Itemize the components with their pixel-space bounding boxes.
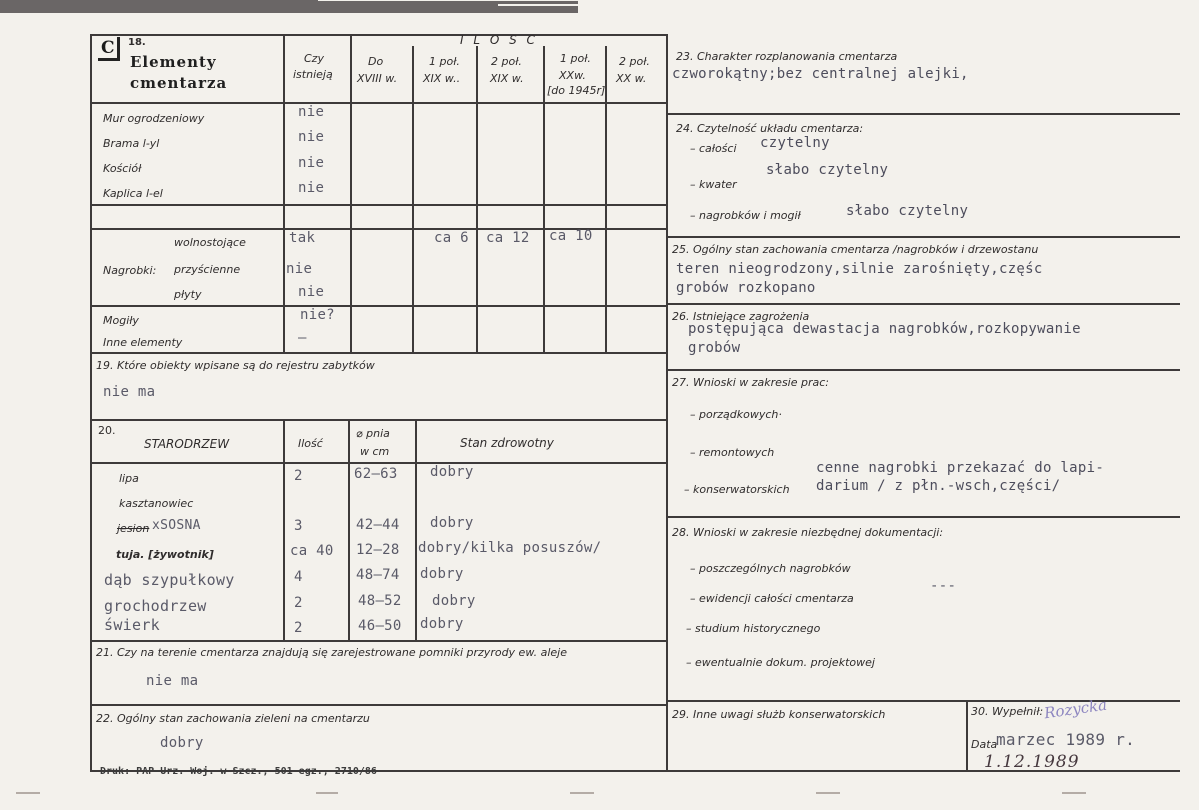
row-line <box>90 305 668 307</box>
s20-col-sep-2 <box>348 419 350 641</box>
tree-name: świerk <box>104 616 160 634</box>
nagrobki-label: Nagrobki: <box>103 264 157 277</box>
wolnostojace-2pol-xix: ca 12 <box>486 230 530 246</box>
s23-label: 23. Charakter rozplanowania cmentarza <box>676 50 898 63</box>
tree-name-replacement: xSOSNA <box>152 518 201 533</box>
tree-qty: 3 <box>294 518 303 534</box>
tree-name: tuja. [żywotnik] <box>116 548 214 561</box>
row-label-inne: Inne elementy <box>103 336 183 349</box>
s22-value: dobry <box>160 735 204 751</box>
section-letter-box: C <box>98 37 120 61</box>
s20-col-sep-3 <box>415 419 417 641</box>
row-value-inne: – <box>298 330 307 346</box>
s20-col-ilosc: Ilość <box>298 437 323 450</box>
col-2pol-xix-2: XIX w. <box>490 72 524 85</box>
s29-label: 29. Inne uwagi służb konserwatorskich <box>672 708 886 721</box>
row-line <box>90 352 668 354</box>
s23-bottom <box>666 113 1180 115</box>
s24-nagrobkow-label: – nagrobków i mogił <box>690 209 801 222</box>
tree-state: dobry <box>430 464 474 480</box>
row-value-plyty: nie <box>298 284 325 300</box>
tree-name: kasztanowiec <box>119 497 194 510</box>
s30-date: marzec 1989 r. <box>996 730 1136 749</box>
s24-kwater-label: – kwater <box>690 178 737 191</box>
row-line <box>90 204 668 206</box>
tree-diam: 46–50 <box>358 618 402 634</box>
s26-value-1: postępująca dewastacja nagrobków,rozkopywanie <box>688 321 1081 337</box>
s24-kwater-value: słabo czytelny <box>766 162 889 178</box>
s20-col-starodrzew: STARODRZEW <box>144 437 230 451</box>
s19-value: nie ma <box>103 384 156 400</box>
s27-label: 27. Wnioski w zakresie prac: <box>672 376 829 389</box>
wolnostojace-1pol-xx: ca 10 <box>549 228 593 244</box>
tree-qty: 2 <box>294 620 303 636</box>
tree-diam: 12–28 <box>356 542 400 558</box>
tree-name: dąb szypułkowy <box>104 571 235 589</box>
row-label-wolnostojace: wolnostojące <box>174 236 246 249</box>
row-label-plyty: płyty <box>174 288 202 301</box>
signature: Rozycka <box>1043 695 1109 723</box>
scan-mark <box>570 792 594 794</box>
tree-name: grochodrzew <box>104 597 207 615</box>
s28-label: 28. Wnioski w zakresie niezbędnej dokumentacji: <box>672 526 944 539</box>
s26-value-2: grobów <box>688 340 741 356</box>
tree-diam: 42–44 <box>356 517 400 533</box>
s24-calosci-label: – całości <box>690 142 737 155</box>
col-1pol-xx-3: [do 1945r] <box>547 84 606 97</box>
col-2pol-xix: 2 poł. <box>491 55 522 68</box>
s20-number: 20. <box>98 424 116 437</box>
col-2pol-xx-2: XX w. <box>616 72 647 85</box>
row-value-mur: nie <box>298 104 325 120</box>
s28-nagrobkow: – poszczególnych nagrobków <box>690 562 851 575</box>
col-czy-header: Czy <box>304 52 324 65</box>
tree-qty: 4 <box>294 569 303 585</box>
s24-bottom <box>666 236 1180 238</box>
left-border-lower <box>90 352 92 772</box>
s27-bottom <box>666 516 1180 518</box>
s20-header-border <box>90 462 668 464</box>
tree-state: dobry <box>420 566 464 582</box>
tree-qty: 2 <box>294 468 303 484</box>
table-border-top <box>90 34 668 36</box>
tree-diam: 62–63 <box>354 466 398 482</box>
row-label-brama: Brama l-yl <box>103 137 160 150</box>
tree-qty: ca 40 <box>290 543 334 559</box>
row-value-wolnostojace: tak <box>289 230 316 246</box>
s28-ewentualnie: – ewentualnie dokum. projektowej <box>686 656 875 669</box>
section-number: 18. <box>128 37 146 48</box>
tree-diam: 48–74 <box>356 567 400 583</box>
tree-state: dobry <box>420 616 464 632</box>
s24-label: 24. Czytelność układu cmentarza: <box>676 122 864 135</box>
s25-value-2: grobów rozkopano <box>676 280 816 296</box>
s20-col-sep-1 <box>283 419 285 641</box>
col-1pol-xix: 1 poł. <box>429 55 460 68</box>
tree-state: dobry <box>430 515 474 531</box>
s24-nagrobkow-value: słabo czytelny <box>846 203 969 219</box>
s20-row <box>0 12 578 13</box>
s25-value-1: teren nieogrodzony,silnie zarośnięty,częśc <box>676 261 1043 277</box>
tree-diam: 48–52 <box>358 593 402 609</box>
s21-bottom <box>90 704 668 706</box>
s26-bottom <box>666 369 1180 371</box>
table-title: Elementy cmentarza <box>130 53 228 92</box>
row-label-kaplica: Kaplica l-el <box>103 187 163 200</box>
print-note: Druk: PAP–Urz. Woj. w Szcz., 501 egz., 2710/86 <box>100 766 377 777</box>
ilosc-header: I L O S C <box>460 33 538 47</box>
s20-bottom <box>90 640 668 642</box>
s21-value: nie ma <box>146 673 199 689</box>
row-label-przyscienne: przyścienne <box>174 263 241 276</box>
row-label-mur: Mur ogrodzeniowy <box>103 112 205 125</box>
s23-value: czworokątny;bez centralnej alejki, <box>672 66 969 82</box>
s27-value-1: cenne nagrobki przekazać do lapi- <box>816 460 1105 476</box>
s30-label: 30. Wypełnił: <box>971 705 1044 718</box>
col-istnieja-header: istnieją <box>293 68 333 81</box>
s20-col-wcm: w cm <box>360 445 390 458</box>
s19-label: 19. Które obiekty wpisane są do rejestru zabytków <box>96 359 375 372</box>
s20-col-stan: Stan zdrowotny <box>460 436 554 450</box>
wolnostojace-1pol-xix: ca 6 <box>434 230 469 246</box>
row-value-mogily: nie? <box>300 307 335 323</box>
s30-left-border <box>966 700 968 770</box>
handwritten-date: 1.12.1989 <box>984 752 1080 772</box>
page-center-divider <box>666 34 668 772</box>
scan-mark <box>316 792 338 794</box>
row-label-kosciol: Kościół <box>103 162 142 175</box>
scan-mark <box>16 792 40 794</box>
row-value-kaplica: nie <box>298 180 325 196</box>
s20-col-pnia: ⌀ pnia <box>356 427 390 440</box>
tree-qty: 2 <box>294 595 303 611</box>
col-1pol-xix-2: XIX w.. <box>423 72 461 85</box>
col-2pol-xx: 2 poł. <box>619 55 650 68</box>
s30-data-label: Data <box>971 738 998 751</box>
col-do-header-2: XVIII w. <box>357 72 398 85</box>
row-value-brama: nie <box>298 129 325 145</box>
scan-mark <box>816 792 840 794</box>
col-1pol-xx-2: XXw. <box>559 69 586 82</box>
col-1pol-xx: 1 poł. <box>560 52 591 65</box>
col-do-header: Do <box>368 55 384 68</box>
scan-mark <box>1062 792 1086 794</box>
tree-name: lipa <box>119 472 139 485</box>
s28-studium: – studium historycznego <box>686 622 821 635</box>
row-value-przyscienne: nie <box>286 261 313 277</box>
tree-state: dobry/kilka posuszów/ <box>418 540 602 556</box>
row-label-mogily: Mogiły <box>103 314 139 327</box>
tree-state: dobry <box>432 593 476 609</box>
row-value-kosciol: nie <box>298 155 325 171</box>
s27-remontowych: – remontowych <box>690 446 775 459</box>
s24-calosci-value: czytelny <box>760 135 830 151</box>
s19-border <box>90 419 668 421</box>
s26-label: 26. Istniejące zagrożenia <box>672 310 810 323</box>
s27-konserwatorskich: – konserwatorskich <box>684 483 790 496</box>
s27-value-2: darium / z płn.-wsch,części/ <box>816 478 1061 494</box>
s25-bottom <box>666 303 1180 305</box>
s21-label: 21. Czy na terenie cmentarza znajdują się zarejestrowane pomniki przyrody ew. aleje <box>96 646 568 659</box>
s22-label: 22. Ogólny stan zachowania zieleni na cmentarzu <box>96 712 370 725</box>
header-row-border <box>90 102 668 104</box>
s25-label: 25. Ogólny stan zachowania cmentarza /nagrobków i drzewostanu <box>672 243 1039 256</box>
s27-porzadkowych: – porządkowych· <box>690 408 782 421</box>
tree-name-struck: jesion <box>117 522 150 535</box>
s28-ewidencji: – ewidencji całości cmentarza <box>690 592 854 605</box>
s28-dash-value: --- <box>930 578 957 594</box>
